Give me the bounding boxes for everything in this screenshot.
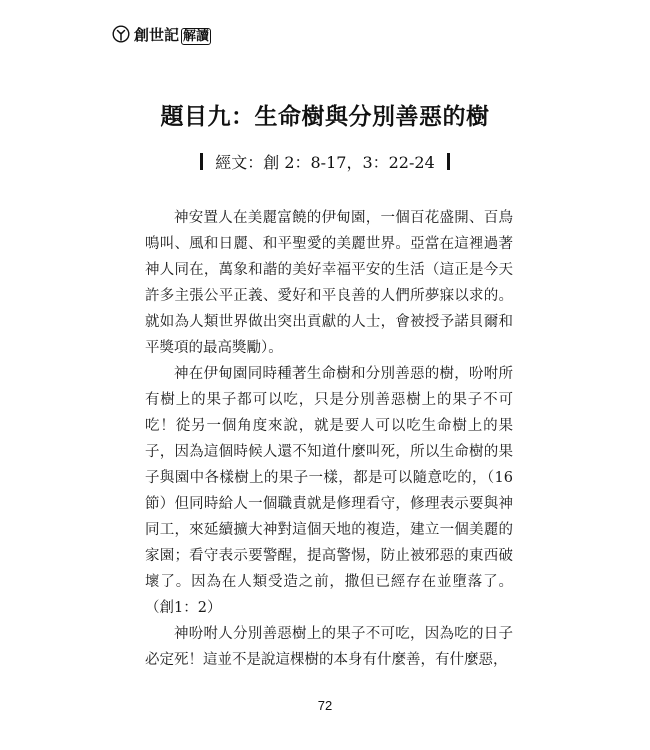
tree-circle-icon (112, 25, 130, 43)
book-title (134, 24, 211, 45)
paragraph: 神吩咐人分別善惡樹上的果子不可吃，因為吃的日子必定死！這並不是說這棵樹的本身有什麼善，有什麼惡， (145, 626, 513, 668)
scripture-bar-right (447, 153, 450, 170)
book-title-boxed: 解讀 (183, 28, 210, 44)
scripture-bar-left (200, 153, 203, 170)
body-text (145, 205, 513, 673)
book-title-main: 創世記 (134, 25, 180, 44)
page-number: 72 (317, 698, 333, 713)
paragraph: 神安置人在美麗富饒的伊甸園，一個百花盛開、百鳥鳴叫、風和日麗、和平聖愛的美麗世界。亞當在這裡過著神人同在，萬象和諧的美好幸福平安的生活（這正是今天許多主張公平正義、愛好和平良善的人們所夢寐以求的。就如為人類世界做出突出貢獻的人士，會被授予諾貝爾和平獎項的最高獎勵）。 (145, 210, 513, 356)
paragraph: 神在伊甸園同時種著生命樹和分別善惡的樹，吩咐所有樹上的果子都可以吃，只是分別善惡樹上的果子不可吃！從另一個角度來說，就是要人可以吃生命樹上的果子，因為這個時候人還不知道什麼叫死，所以生命樹的果子與園中各樣樹上的果子一樣，都是可以隨意吃的，（16節）但同時給人一個職責就是修理看守，修理表示要與神同工，來延續擴大神對這個天地的複造，建立一個美麗的家園；看守表示要警醒，提高警惕，防止被邪惡的東西破壞了。因為在人類受造之前，撒但已經存在並墮落了。（創1：2） (145, 366, 513, 616)
scripture-text: 經文：創 2：8-17，3：22-24 (215, 153, 435, 172)
scripture-reference (0, 150, 650, 173)
running-header (112, 23, 211, 45)
chapter-title: 題目九：生命樹與分別善惡的樹 (160, 103, 490, 130)
